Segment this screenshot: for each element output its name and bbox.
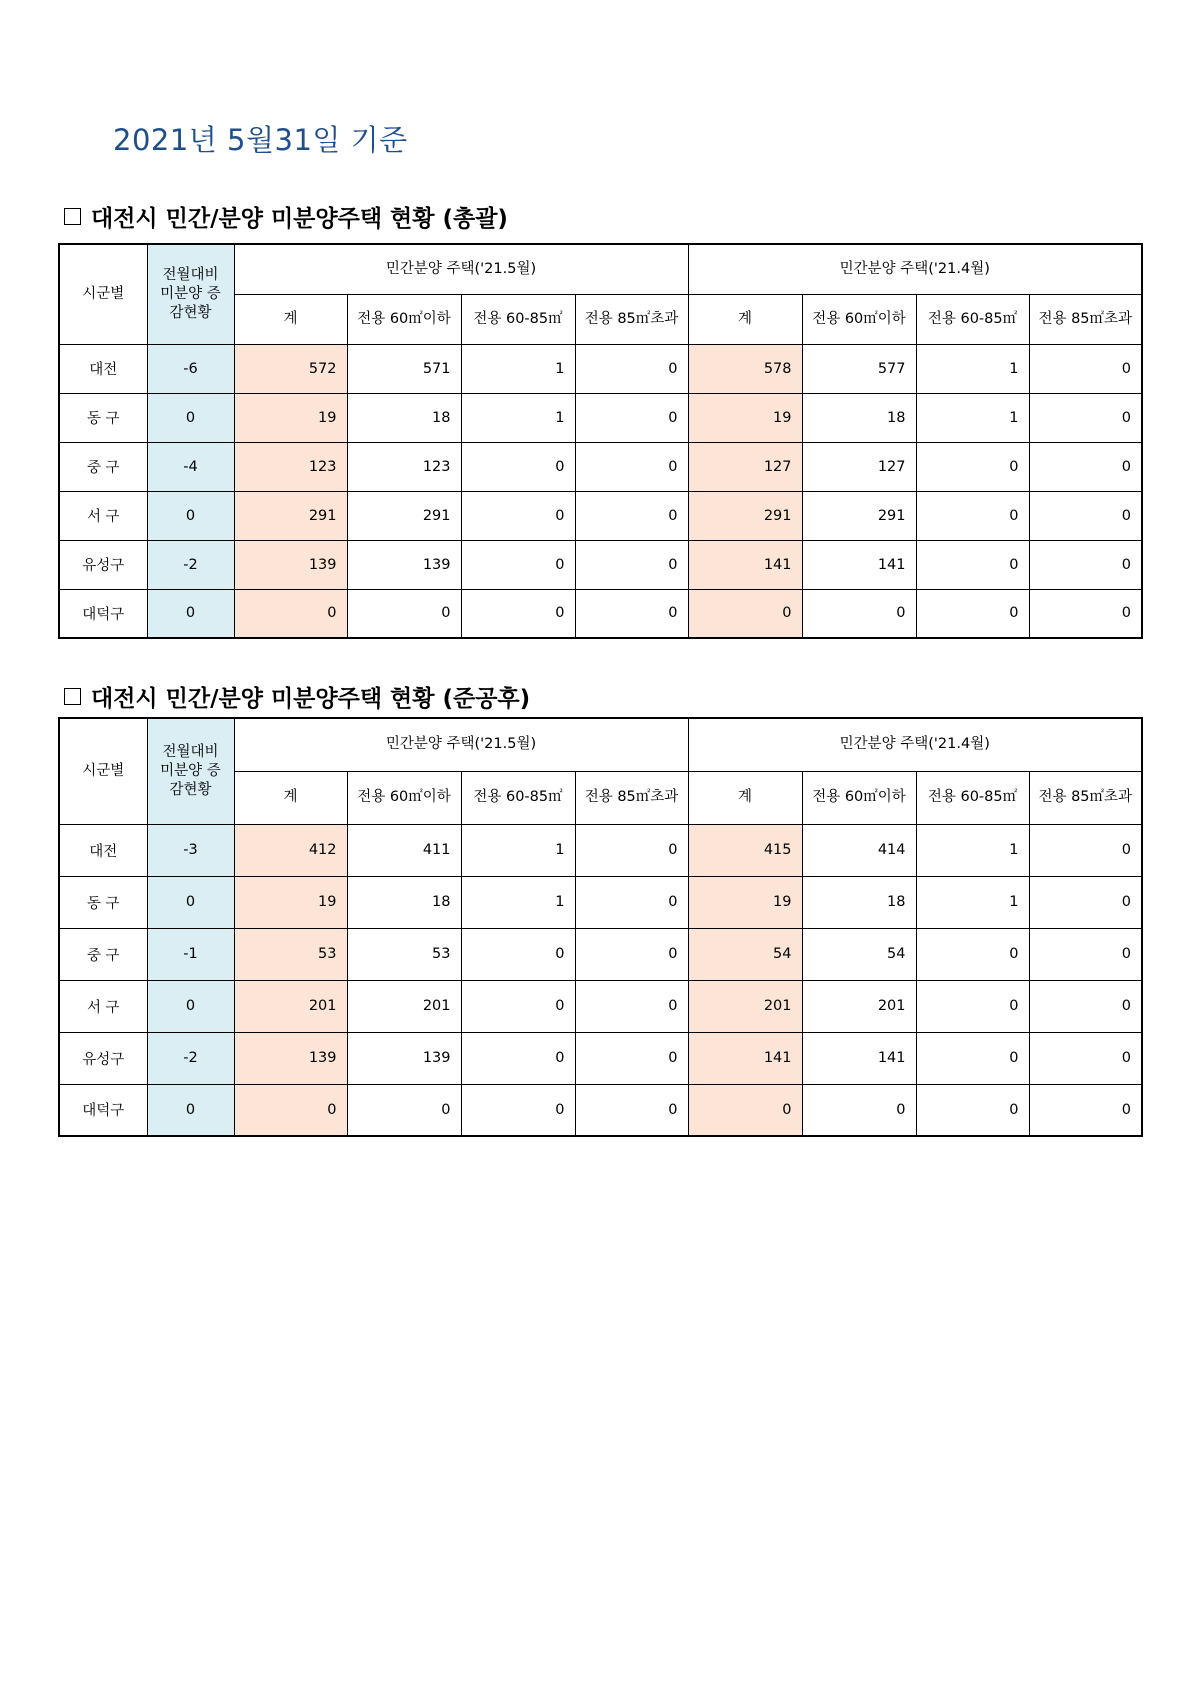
cur-60-85-cell: 0: [461, 589, 575, 638]
cur-under60-cell: 201: [347, 980, 461, 1032]
cur-total-cell: 291: [234, 491, 347, 540]
header-under60: 전용 60㎡이하: [802, 294, 916, 344]
cur-total-cell: 0: [234, 589, 347, 638]
table-row: [59, 824, 1142, 876]
change-cell: 0: [147, 876, 234, 928]
header-total: 계: [234, 771, 347, 824]
cur-total-cell: 139: [234, 1032, 347, 1084]
header-change: 전월대비 미분양 증감현황: [147, 718, 234, 824]
header-60-85: 전용 60-85㎡: [916, 294, 1029, 344]
cur-under60-cell: 0: [347, 1084, 461, 1136]
cur-total-cell: 123: [234, 442, 347, 491]
cur-over85-cell: 0: [575, 491, 688, 540]
header-group-prev: 민간분양 주택('21.4월): [688, 244, 1142, 294]
prev-under60-cell: 0: [802, 1084, 916, 1136]
prev-total-cell: 54: [688, 928, 802, 980]
prev-over85-cell: 0: [1029, 344, 1142, 393]
cur-over85-cell: 0: [575, 928, 688, 980]
prev-60-85-cell: 1: [916, 393, 1029, 442]
table-row: [59, 344, 1142, 393]
prev-under60-cell: 291: [802, 491, 916, 540]
header-under60: 전용 60㎡이하: [347, 294, 461, 344]
prev-60-85-cell: 1: [916, 876, 1029, 928]
table-row: [59, 442, 1142, 491]
prev-total-cell: 578: [688, 344, 802, 393]
section-title-text: 대전시 민간/분양 미분양주택 현황 (총괄): [91, 206, 508, 232]
prev-over85-cell: 0: [1029, 1084, 1142, 1136]
cur-60-85-cell: 1: [461, 876, 575, 928]
prev-under60-cell: 201: [802, 980, 916, 1032]
prev-under60-cell: 141: [802, 1032, 916, 1084]
prev-60-85-cell: 0: [916, 1032, 1029, 1084]
table-row: [59, 393, 1142, 442]
change-cell: 0: [147, 1084, 234, 1136]
completed-table: [58, 717, 1143, 1137]
cur-60-85-cell: 1: [461, 344, 575, 393]
header-under60: 전용 60㎡이하: [802, 771, 916, 824]
prev-total-cell: 0: [688, 589, 802, 638]
cur-60-85-cell: 0: [461, 540, 575, 589]
cur-60-85-cell: 0: [461, 980, 575, 1032]
prev-over85-cell: 0: [1029, 442, 1142, 491]
header-group-current: 민간분양 주택('21.5월): [234, 244, 688, 294]
prev-over85-cell: 0: [1029, 824, 1142, 876]
prev-60-85-cell: 0: [916, 442, 1029, 491]
prev-under60-cell: 0: [802, 589, 916, 638]
cur-total-cell: 139: [234, 540, 347, 589]
cur-under60-cell: 53: [347, 928, 461, 980]
summary-table: [58, 243, 1143, 639]
cur-over85-cell: 0: [575, 824, 688, 876]
table-row: [59, 928, 1142, 980]
prev-over85-cell: 0: [1029, 928, 1142, 980]
prev-over85-cell: 0: [1029, 876, 1142, 928]
checkbox-icon: [64, 208, 81, 225]
prev-60-85-cell: 1: [916, 344, 1029, 393]
cur-60-85-cell: 0: [461, 1084, 575, 1136]
header-total: 계: [234, 294, 347, 344]
change-cell: -3: [147, 824, 234, 876]
region-cell: 서 구: [59, 491, 147, 540]
cur-60-85-cell: 1: [461, 393, 575, 442]
change-cell: 0: [147, 980, 234, 1032]
region-cell: 동 구: [59, 393, 147, 442]
header-region: 시군별: [59, 718, 147, 824]
header-over85: 전용 85㎡초과: [575, 771, 688, 824]
cur-60-85-cell: 0: [461, 928, 575, 980]
prev-60-85-cell: 0: [916, 540, 1029, 589]
prev-over85-cell: 0: [1029, 393, 1142, 442]
change-cell: -2: [147, 540, 234, 589]
cur-under60-cell: 139: [347, 540, 461, 589]
cur-under60-cell: 291: [347, 491, 461, 540]
table-row: [59, 980, 1142, 1032]
header-under60: 전용 60㎡이하: [347, 771, 461, 824]
region-cell: 동 구: [59, 876, 147, 928]
prev-60-85-cell: 0: [916, 491, 1029, 540]
table-row: [59, 589, 1142, 638]
prev-under60-cell: 18: [802, 393, 916, 442]
table-row: [59, 1032, 1142, 1084]
cur-total-cell: 412: [234, 824, 347, 876]
header-group-prev: 민간분양 주택('21.4월): [688, 718, 1142, 771]
header-over85: 전용 85㎡초과: [1029, 294, 1142, 344]
cur-under60-cell: 0: [347, 589, 461, 638]
cur-60-85-cell: 0: [461, 1032, 575, 1084]
prev-over85-cell: 0: [1029, 1032, 1142, 1084]
cur-under60-cell: 571: [347, 344, 461, 393]
header-change: 전월대비 미분양 증감현황: [147, 244, 234, 344]
change-cell: 0: [147, 589, 234, 638]
region-cell: 서 구: [59, 980, 147, 1032]
region-cell: 중 구: [59, 928, 147, 980]
table-row: [59, 540, 1142, 589]
header-60-85: 전용 60-85㎡: [461, 771, 575, 824]
region-cell: 유성구: [59, 1032, 147, 1084]
change-cell: 0: [147, 393, 234, 442]
cur-total-cell: 19: [234, 393, 347, 442]
cur-under60-cell: 18: [347, 393, 461, 442]
prev-under60-cell: 127: [802, 442, 916, 491]
prev-under60-cell: 54: [802, 928, 916, 980]
prev-under60-cell: 141: [802, 540, 916, 589]
cur-total-cell: 53: [234, 928, 347, 980]
cur-over85-cell: 0: [575, 540, 688, 589]
change-cell: 0: [147, 491, 234, 540]
prev-total-cell: 291: [688, 491, 802, 540]
table-row: [59, 491, 1142, 540]
header-60-85: 전용 60-85㎡: [461, 294, 575, 344]
prev-under60-cell: 577: [802, 344, 916, 393]
date-title: 2021년 5월31일 기준: [113, 123, 408, 157]
prev-total-cell: 127: [688, 442, 802, 491]
section-title-summary: [64, 200, 508, 233]
table-row: [59, 1084, 1142, 1136]
header-over85: 전용 85㎡초과: [575, 294, 688, 344]
prev-total-cell: 19: [688, 876, 802, 928]
header-region: 시군별: [59, 244, 147, 344]
prev-total-cell: 201: [688, 980, 802, 1032]
cur-over85-cell: 0: [575, 393, 688, 442]
prev-under60-cell: 18: [802, 876, 916, 928]
prev-total-cell: 141: [688, 1032, 802, 1084]
change-cell: -1: [147, 928, 234, 980]
cur-under60-cell: 411: [347, 824, 461, 876]
prev-over85-cell: 0: [1029, 540, 1142, 589]
prev-60-85-cell: 0: [916, 589, 1029, 638]
cur-under60-cell: 18: [347, 876, 461, 928]
prev-total-cell: 19: [688, 393, 802, 442]
prev-over85-cell: 0: [1029, 980, 1142, 1032]
cur-over85-cell: 0: [575, 876, 688, 928]
prev-over85-cell: 0: [1029, 491, 1142, 540]
cur-60-85-cell: 0: [461, 491, 575, 540]
cur-over85-cell: 0: [575, 1084, 688, 1136]
prev-total-cell: 0: [688, 1084, 802, 1136]
cur-60-85-cell: 1: [461, 824, 575, 876]
cur-over85-cell: 0: [575, 442, 688, 491]
header-over85: 전용 85㎡초과: [1029, 771, 1142, 824]
cur-over85-cell: 0: [575, 980, 688, 1032]
cur-total-cell: 572: [234, 344, 347, 393]
cur-60-85-cell: 0: [461, 442, 575, 491]
section-title-completed: [64, 680, 530, 713]
region-cell: 중 구: [59, 442, 147, 491]
cur-total-cell: 201: [234, 980, 347, 1032]
prev-60-85-cell: 0: [916, 1084, 1029, 1136]
change-cell: -6: [147, 344, 234, 393]
header-60-85: 전용 60-85㎡: [916, 771, 1029, 824]
header-total: 계: [688, 771, 802, 824]
prev-under60-cell: 414: [802, 824, 916, 876]
section-title-text: 대전시 민간/분양 미분양주택 현황 (준공후): [91, 686, 531, 712]
prev-over85-cell: 0: [1029, 589, 1142, 638]
change-cell: -4: [147, 442, 234, 491]
cur-over85-cell: 0: [575, 589, 688, 638]
cur-total-cell: 19: [234, 876, 347, 928]
region-cell: 대전: [59, 344, 147, 393]
header-total: 계: [688, 294, 802, 344]
table-row: [59, 876, 1142, 928]
cur-total-cell: 0: [234, 1084, 347, 1136]
prev-total-cell: 141: [688, 540, 802, 589]
region-cell: 유성구: [59, 540, 147, 589]
prev-60-85-cell: 1: [916, 824, 1029, 876]
region-cell: 대전: [59, 824, 147, 876]
cur-under60-cell: 123: [347, 442, 461, 491]
region-cell: 대덕구: [59, 589, 147, 638]
cur-over85-cell: 0: [575, 344, 688, 393]
cur-over85-cell: 0: [575, 1032, 688, 1084]
region-cell: 대덕구: [59, 1084, 147, 1136]
header-group-current: 민간분양 주택('21.5월): [234, 718, 688, 771]
checkbox-icon: [64, 688, 81, 705]
prev-total-cell: 415: [688, 824, 802, 876]
prev-60-85-cell: 0: [916, 928, 1029, 980]
change-cell: -2: [147, 1032, 234, 1084]
prev-60-85-cell: 0: [916, 980, 1029, 1032]
cur-under60-cell: 139: [347, 1032, 461, 1084]
